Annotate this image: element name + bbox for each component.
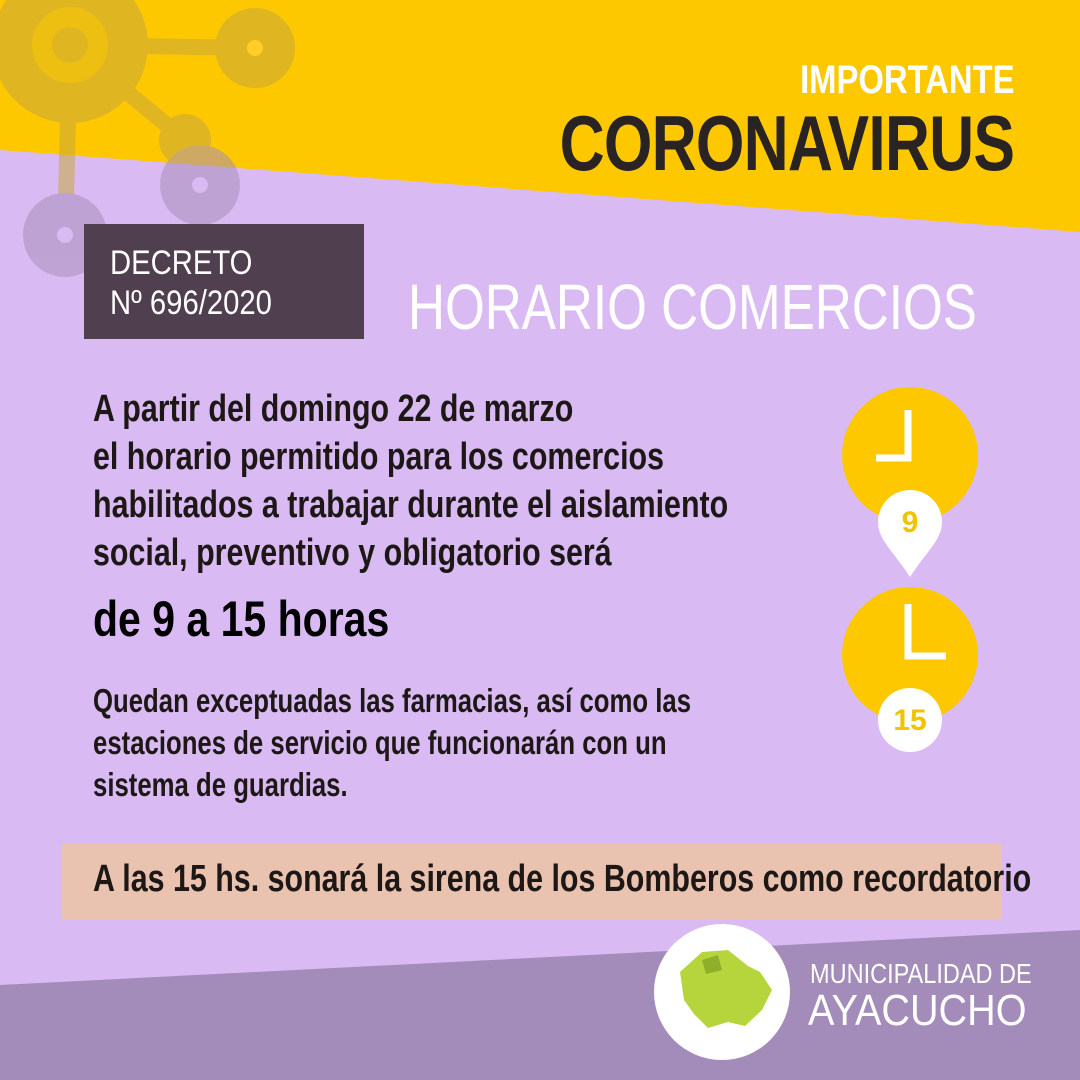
decree-number: Nº 696/2020 [110,284,272,322]
reminder-text: A las 15 hs. sonará la sirena de los Bomberos como recordatorio [93,858,1032,900]
page-title: CORONAVIRUS [559,99,1014,187]
org-name-line2: AYACUCHO [808,986,1027,1035]
decree-label: DECRETO [110,244,253,282]
note-line: Quedan exceptuadas las farmacias, así como las [93,682,692,719]
note-line: estaciones de servicio que funcionarán con un [93,724,667,761]
body-line: habilitados a trabajar durante el aislamiento [93,484,729,526]
header-kicker: IMPORTANTE [799,58,1014,102]
section-heading: HORARIO COMERCIOS [408,271,977,343]
municipality-logo-icon [654,924,790,1060]
hours-highlight: de 9 a 15 horas [93,591,390,647]
clock-label-end: 15 [893,704,927,737]
org-name-line1: MUNICIPALIDAD DE [810,958,1032,989]
clock-label-start: 9 [901,506,919,539]
body-line: A partir del domingo 22 de marzo [93,388,574,430]
body-line: el horario permitido para los comercios [93,436,665,478]
body-line: social, preventivo y obligatorio será [93,532,612,574]
note-line: sistema de guardias. [93,766,348,803]
